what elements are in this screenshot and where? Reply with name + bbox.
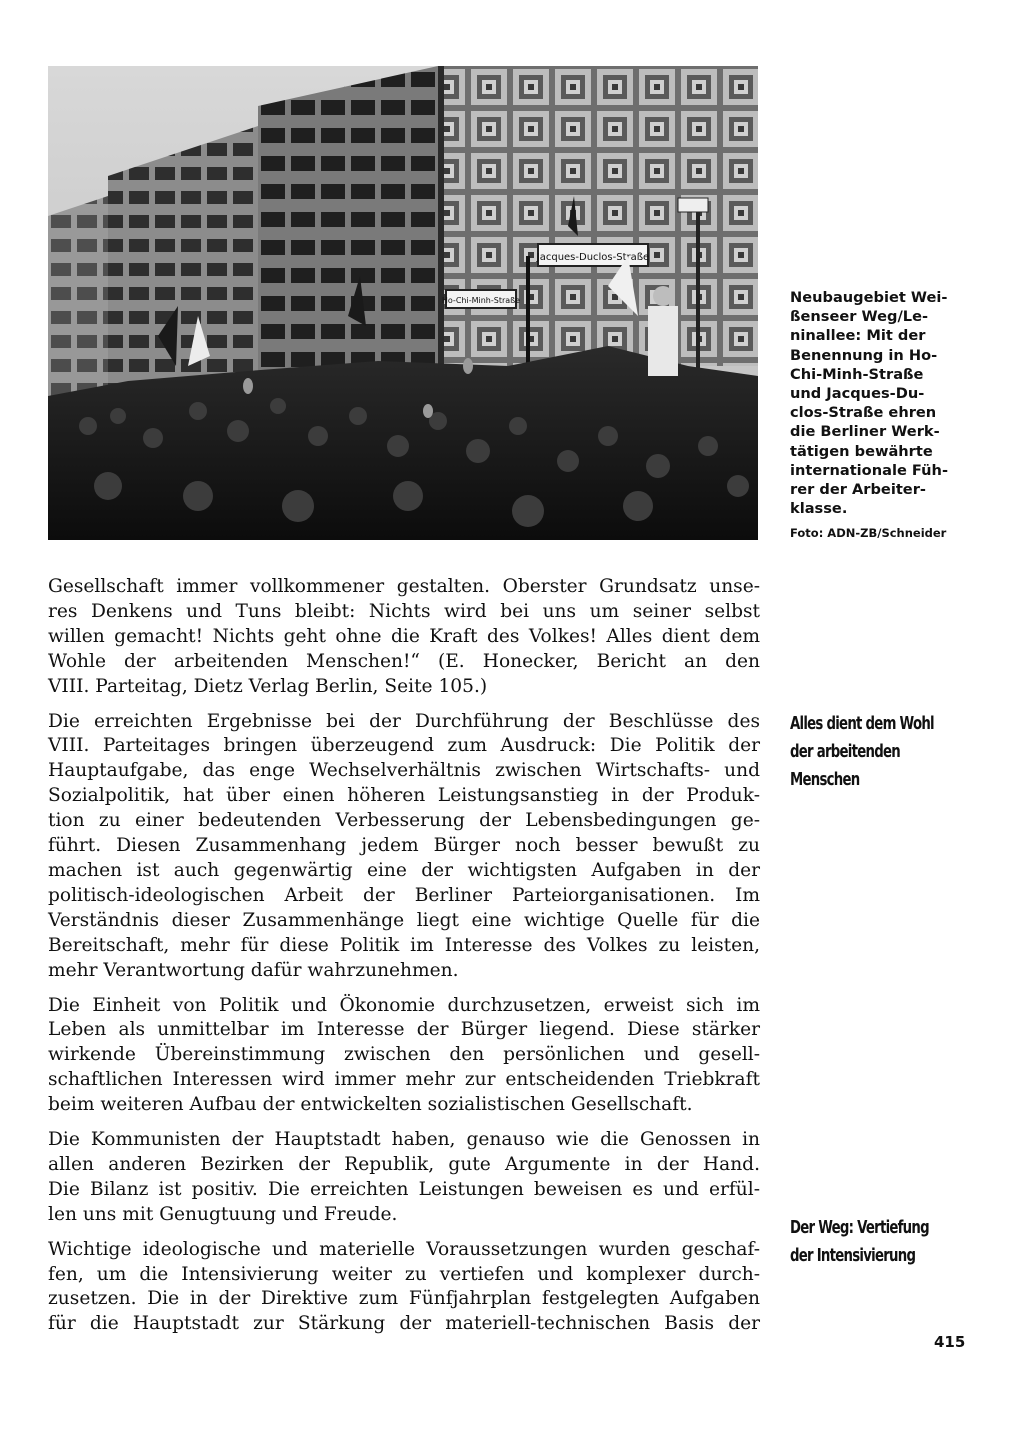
side-heading-line: der Intensivierung (790, 1245, 916, 1266)
text-line: machen ist auch gegenwärtig eine der wichtigsten Aufgaben in der (48, 859, 760, 881)
side-heading-line: der arbeitenden (790, 741, 900, 762)
text-line: fen, um die Intensivierung weiter zu vertiefen und komplexer durch- (48, 1263, 760, 1285)
street-rally-photo (48, 66, 758, 540)
text-line: len uns mit Genugtuung und Freude. (48, 1203, 398, 1225)
text-line: schaftlichen Interessen wird immer mehr zur entscheidenden Triebkraft (48, 1069, 760, 1091)
side-heading-alles-dient (790, 710, 954, 794)
text-line: Wichtige ideologische und materielle Voraussetzungen wurden geschaf- (48, 1238, 760, 1260)
text-line: VIII. Parteitag, Dietz Verlag Berlin, Seite 105.) (48, 675, 488, 697)
text-line: Gesellschaft immer vollkommener gestalten. Oberster Grundsatz unse- (48, 576, 760, 597)
text-line: beim weiteren Aufbau der entwickelten sozialistischen Gesellschaft. (48, 1094, 693, 1116)
body-text (48, 575, 760, 1347)
text-line: führt. Diesen Zusammenhang jedem Bürger noch besser bewußt zu (48, 835, 760, 857)
text-line: Leben als unmittelbar im Interesse der Bürger liegend. Diese stärker (48, 1019, 760, 1041)
text-line: zusetzen. Die in der Direktive zum Fünfjahrplan festgelegten Aufgaben (48, 1288, 760, 1310)
caption-line: Neubaugebiet Wei- (790, 289, 948, 306)
side-heading-line: Menschen (790, 769, 860, 790)
sign-jacques-duclos: Jacques-Duclos-Straße (536, 252, 650, 263)
text-line: Verständnis dieser Zusammenhänge liegt eine wichtige Quelle für die (48, 909, 760, 931)
caption-line: Benennung in Ho- (790, 346, 938, 364)
page-number: 415 (934, 1333, 966, 1351)
text-line: VIII. Parteitages bringen überzeugend zum Ausdruck: Die Politik der (48, 735, 760, 757)
figure-caption (790, 288, 980, 544)
caption-line: klasse. (790, 500, 848, 518)
side-heading-line: Alles dient dem Wohl (790, 713, 934, 734)
side-heading-line: Der Weg: Vertiefung (790, 1217, 929, 1238)
text-line: für die Hauptstadt zur Stärkung der materiell-technischen Basis der (48, 1313, 760, 1335)
text-line: res Denkens und Tuns bleibt: Nichts wird bei uns um seiner selbst (48, 600, 760, 622)
caption-line: clos-Straße ehren (790, 404, 937, 422)
text-line: Die Kommunisten der Hauptstadt haben, genauso wie die Genossen in (48, 1129, 760, 1151)
caption-line: ninallee: Mit der (790, 327, 926, 345)
caption-line: rer der Arbeiter- (790, 481, 926, 499)
text-line: Die Einheit von Politik und Ökonomie durchzusetzen, erweist sich im (48, 994, 760, 1016)
caption-line: die Berliner Werk- (790, 423, 940, 441)
caption-line: Chi-Minh-Straße (790, 365, 924, 383)
photo-credit: Foto: ADN-ZB/Schneider (790, 526, 947, 541)
caption-line: internationale Füh- (790, 461, 949, 479)
text-line: politisch-ideologischen Arbeit der Berliner Parteiorganisationen. Im (48, 884, 760, 906)
text-line: allen anderen Bezirken der Republik, gute Argumente in der Hand. (48, 1153, 760, 1175)
sign-ho-chi-minh: Ho-Chi-Minh-Straße (441, 296, 521, 305)
side-heading-der-weg (790, 1214, 954, 1270)
paragraph-3 (48, 994, 760, 1119)
text-line: tion zu einer bedeutenden Verbesserung der Lebensbedingungen ge- (48, 810, 760, 832)
text-line: willen gemacht! Nichts geht ohne die Kraft des Volkes! Alles dient dem (48, 625, 760, 647)
text-line: Die Bilanz ist positiv. Die erreichten Leistungen beweisen es und erfül- (48, 1178, 760, 1200)
paragraph-2 (48, 710, 760, 984)
text-line: mehr Verantwortung dafür wahrzunehmen. (48, 959, 459, 981)
paragraph-5 (48, 1238, 760, 1338)
text-line: Wohle der arbeitenden Menschen!“ (E. Honecker, Bericht an den (48, 650, 760, 672)
caption-line: tätigen bewährte (790, 442, 933, 460)
text-line: Sozialpolitik, hat über einen höheren Leistungsanstieg in der Produk- (48, 785, 760, 807)
text-line: Die erreichten Ergebnisse bei der Durchführung der Beschlüsse des (48, 710, 760, 732)
text-line: Bereitschaft, mehr für diese Politik im Interesse des Volkes zu leisten, (48, 934, 760, 956)
photograph (48, 66, 758, 540)
paragraph-4 (48, 1128, 760, 1228)
text-line: Hauptaufgabe, das enge Wechselverhältnis zwischen Wirtschafts- und (48, 760, 760, 782)
caption-line: und Jacques-Du- (790, 385, 925, 403)
paragraph-1 (48, 575, 760, 700)
text-line: wirkende Übereinstimmung zwischen den persönlichen und gesell- (48, 1044, 760, 1066)
caption-line: ßenseer Weg/Le- (790, 308, 929, 326)
